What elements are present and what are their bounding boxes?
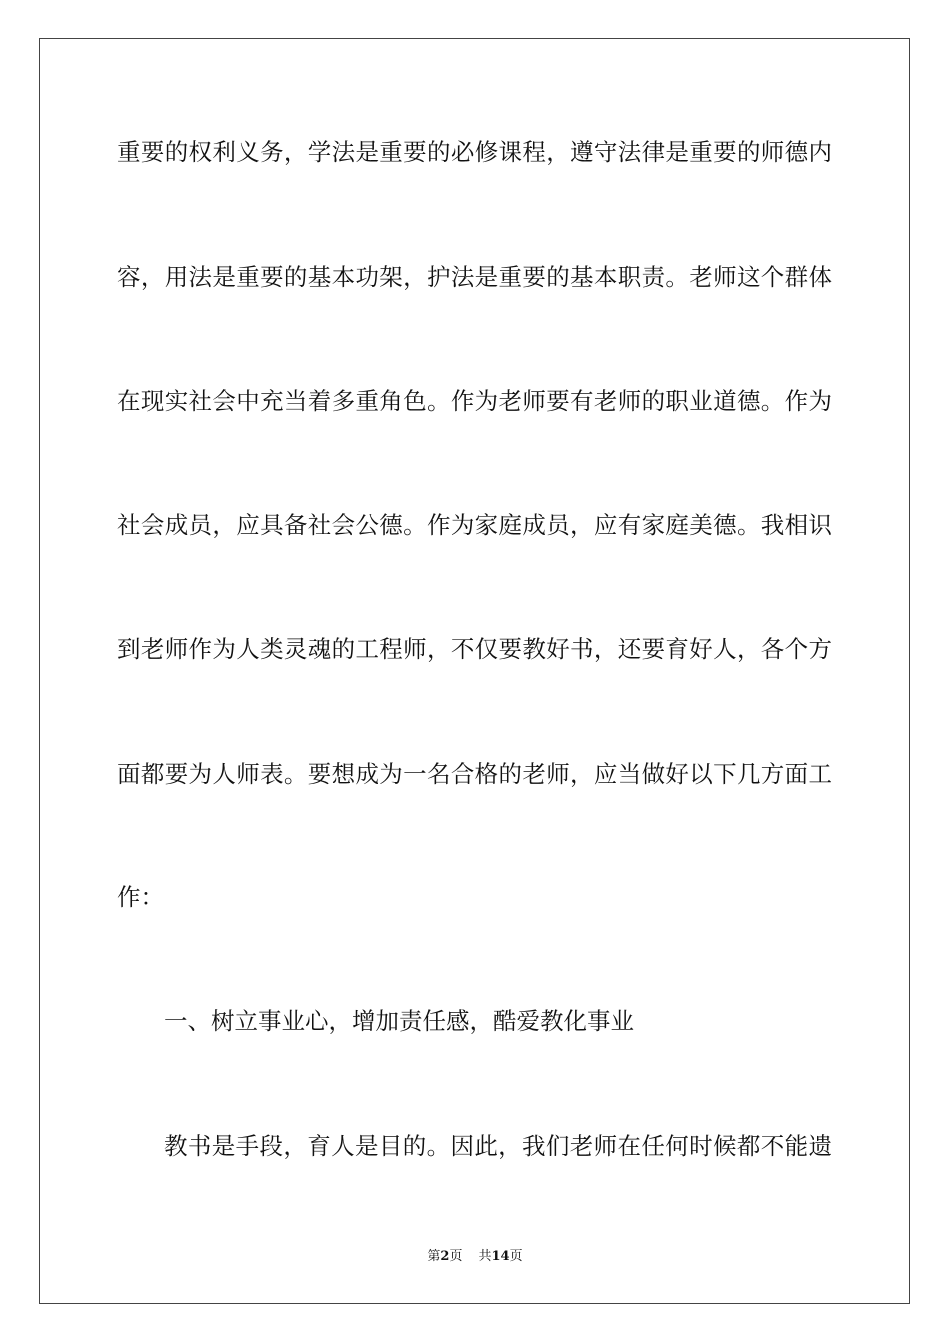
- paragraph-start: 教书是手段，育人是目的。因此，我们老师在任何时候都不能遗: [164, 1132, 832, 1160]
- page-prefix: 第: [427, 1249, 441, 1264]
- total-suffix: 页: [509, 1249, 523, 1264]
- body-line-1: 重要的权利义务，学法是重要的必修课程，遵守法律是重要的师德内: [117, 138, 832, 166]
- section-heading: 一、树立事业心，增加责任感，酷爱教化事业: [164, 1007, 634, 1035]
- body-line-2: 容，用法是重要的基本功架，护法是重要的基本职责。老师这个群体: [117, 263, 832, 291]
- body-line-3: 在现实社会中充当着多重角色。作为老师要有老师的职业道德。作为: [117, 387, 832, 415]
- body-line-6: 面都要为人师表。要想成为一名合格的老师，应当做好以下几方面工: [117, 760, 832, 788]
- page-footer: [0, 1248, 950, 1266]
- page-suffix: 页: [449, 1249, 463, 1264]
- page-border: [39, 38, 910, 1304]
- page-number: 2: [440, 1249, 450, 1264]
- total-prefix: 共: [478, 1249, 492, 1264]
- total-pages: 14: [491, 1249, 510, 1264]
- body-line-5: 到老师作为人类灵魂的工程师，不仅要教好书，还要育好人，各个方: [117, 635, 832, 663]
- body-line-7: 作：: [117, 883, 164, 911]
- body-line-4: 社会成员，应具备社会公德。作为家庭成员，应有家庭美德。我相识: [117, 511, 832, 539]
